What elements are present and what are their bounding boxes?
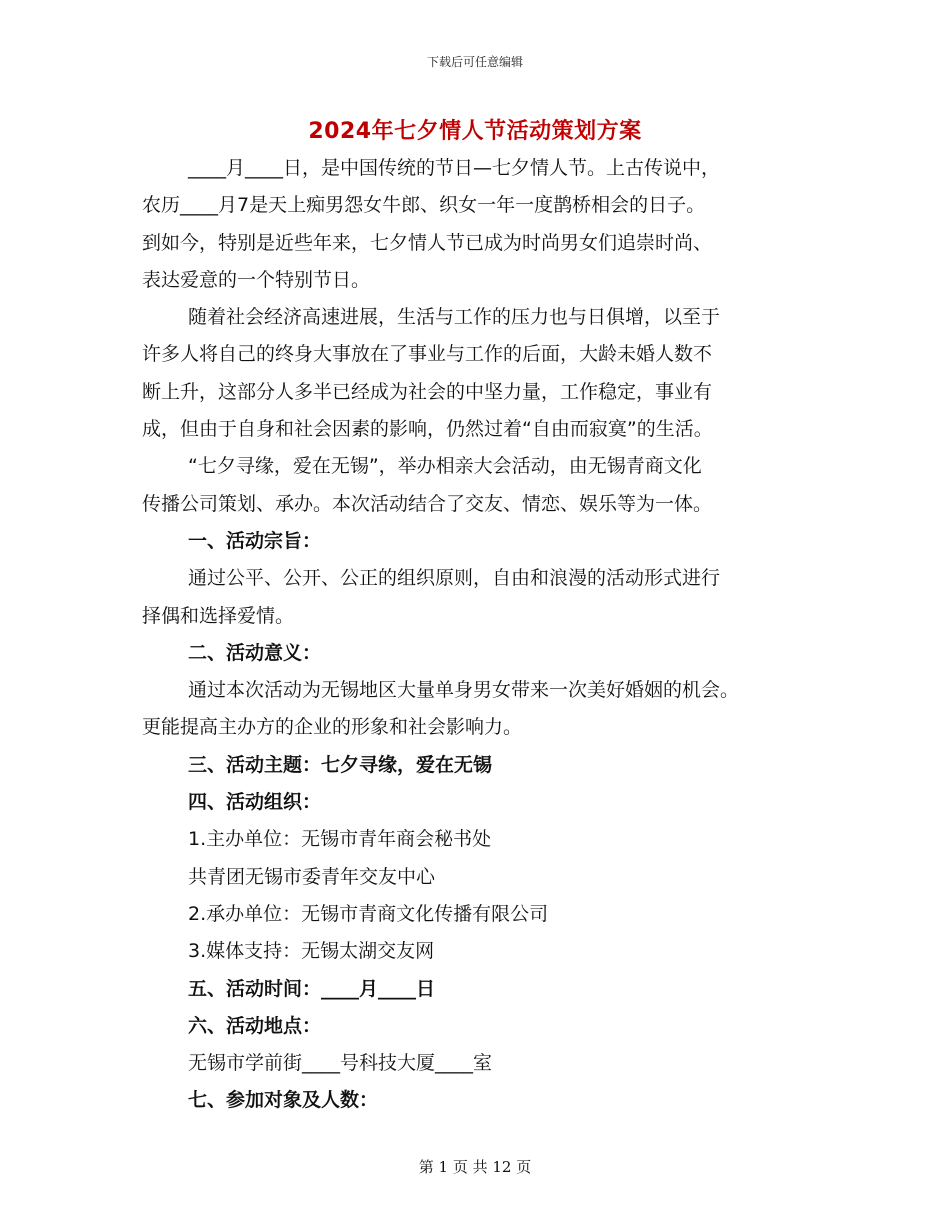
header-note: 下载后可任意编辑: [426, 55, 523, 69]
section-heading: 一、活动宗旨：: [188, 529, 322, 552]
paragraph-line: 断上升，这部分人多半已经成为社会的中坚力量，工作稳定，事业有: [142, 380, 713, 403]
paragraph-line: 表达爱意的一个特别节日。: [142, 268, 371, 291]
paragraph-line: ____月____日，是中国传统的节日—七夕情人节。上古传说中，: [188, 157, 721, 179]
paragraph-line: 随着社会经济高速进展，生活与工作的压力也与日俱增，以至于: [188, 306, 721, 329]
list-item: 2.承办单位：无锡市青商文化传播有限公司: [188, 902, 549, 925]
document-title: 2024年七夕情人节活动策划方案: [308, 119, 642, 144]
list-item: 3.媒体支持：无锡太湖交友网: [188, 940, 435, 963]
list-item: 共青团无锡市委青年交友中心: [188, 865, 436, 888]
list-item: 1.主办单位：无锡市青年商会秘书处: [188, 828, 492, 851]
section-heading: 三、活动主题：七夕寻缘，爱在无锡: [188, 753, 493, 776]
section-heading: 七、参加对象及人数：: [188, 1089, 379, 1112]
section-heading: 二、活动意义：: [188, 641, 322, 664]
paragraph-line: 成，但由于自身和社会因素的影响，仍然过着“自由而寂寞”的生活。: [142, 418, 713, 441]
paragraph-line: 无锡市学前街____号科技大厦____室: [188, 1052, 493, 1075]
paragraph-line: 到如今，特别是近些年来，七夕情人节已成为时尚男女们追崇时尚、: [142, 231, 713, 254]
paragraph-line: 传播公司策划、承办。本次活动结合了交友、情恋、娱乐等为一体。: [142, 492, 713, 515]
paragraph-line: 农历____月7是天上痴男怨女牛郎、织女一年一度鹊桥相会的日子。: [142, 194, 706, 217]
section-heading: 四、活动组织：: [188, 791, 322, 814]
section-heading: 五、活动时间：____月____日: [188, 977, 436, 1000]
paragraph-line: 许多人将自己的终身大事放在了事业与工作的后面，大龄未婚人数不: [142, 343, 713, 366]
paragraph-line: “七夕寻缘，爱在无锡”，举办相亲大会活动，由无锡青商文化: [188, 455, 702, 478]
page-footer: 第 1 页 共 12 页: [418, 1158, 532, 1176]
paragraph-line: 更能提高主办方的企业的形象和社会影响力。: [142, 716, 523, 739]
paragraph-line: 通过公平、公开、公正的组织原则，自由和浪漫的活动形式进行: [188, 567, 721, 590]
paragraph-line: 通过本次活动为无锡地区大量单身男女带来一次美好婚姻的机会。: [188, 679, 740, 702]
paragraph-line: 择偶和选择爱情。: [142, 604, 295, 627]
document-body: [142, 150, 810, 1120]
section-heading: 六、活动地点：: [188, 1014, 322, 1037]
